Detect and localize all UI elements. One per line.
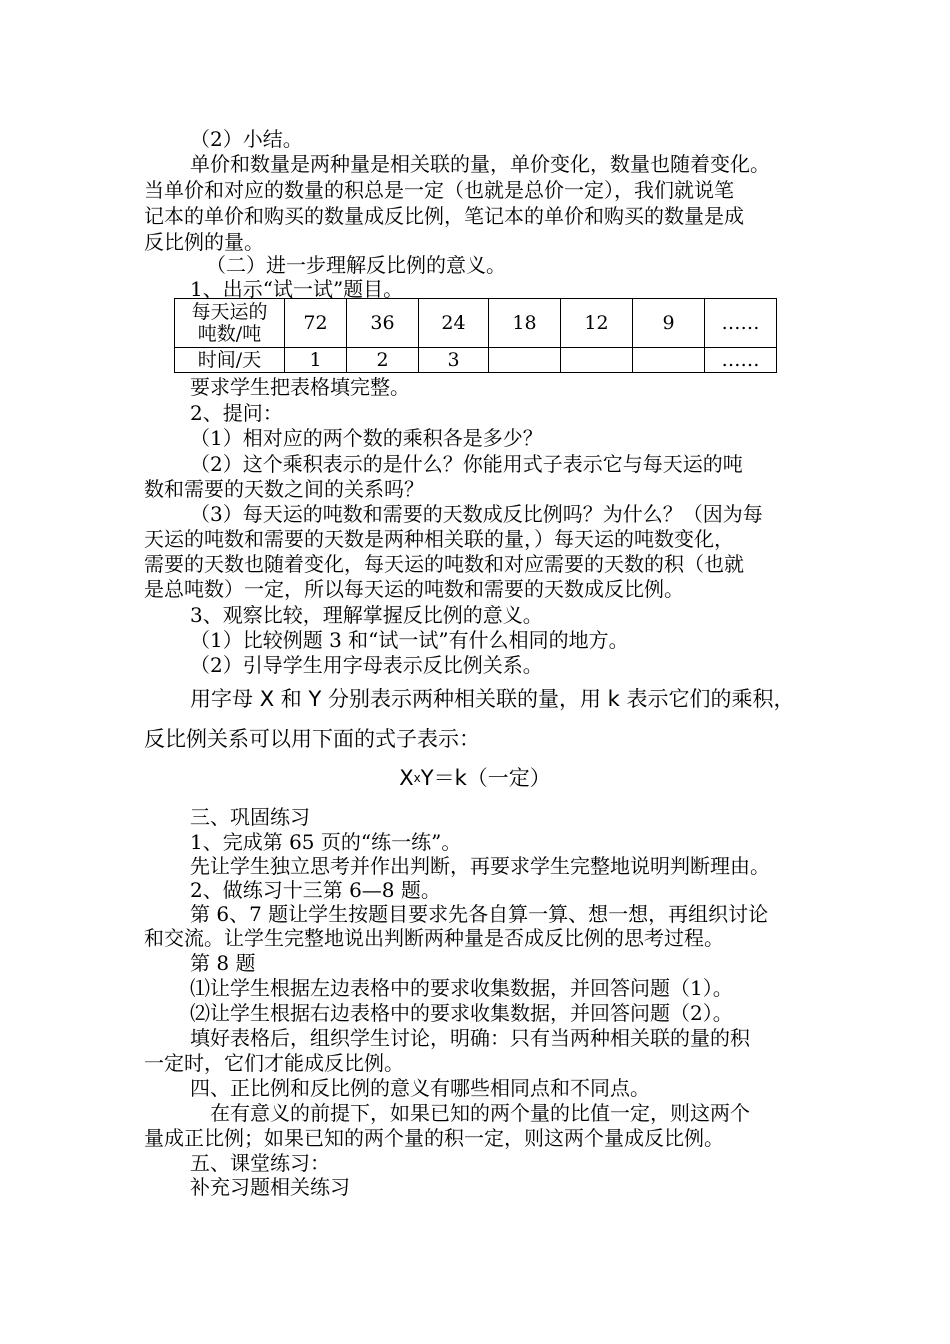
paragraph-line: 和交流。让学生完整地说出判断两种量是否成反比例的思考过程。 <box>144 926 724 950</box>
formula-times: x <box>413 771 421 785</box>
variable-k: k <box>607 687 620 711</box>
table-cell: 18 <box>489 299 561 348</box>
table-cell: 12 <box>561 299 633 348</box>
paragraph-line: 要求学生把表格填完整。 <box>190 375 410 399</box>
paragraph-line: 反比例的量。 <box>144 230 264 254</box>
paragraph-line: （1）比较例题 3 和“试一试”有什么相同的地方。 <box>190 628 629 652</box>
section-summary-heading: （2）小结。 <box>190 127 303 151</box>
transport-table <box>174 298 777 373</box>
paragraph-line: 在有意义的前提下，如果已知的两个量的比值一定，则这两个 <box>210 1101 750 1125</box>
table-header-cell <box>175 299 285 348</box>
paragraph-line: 先让学生独立思考并作出判断，再要求学生完整地说明判断理由。 <box>190 854 770 878</box>
paragraph-line: 第 6、7 题让学生按题目要求先各自算一算、想一想，再组织讨论 <box>190 902 769 926</box>
section-heading: 三、巩固练习 <box>190 805 310 829</box>
table-header-cell: 时间/天 <box>175 348 285 373</box>
section-heading: （二）进一步理解反比例的意义。 <box>206 253 506 277</box>
table-cell <box>489 348 561 373</box>
paragraph-line: ⑴让学生根据左边表格中的要求收集数据，并回答问题（1）。 <box>190 976 733 1000</box>
paragraph-line: 填好表格后，组织学生讨论，明确：只有当两种相关联的量的积 <box>190 1026 750 1050</box>
paragraph-line: 需要的天数也随着变化，每天运的吨数和对应需要的天数的积（也就 <box>144 552 744 576</box>
paragraph-line: 2、提问： <box>190 401 283 425</box>
text-run: 用字母 <box>190 687 260 711</box>
paragraph-line: 2、做练习十三第 6—8 题。 <box>190 878 441 902</box>
paragraph-line: ⑵让学生根据右边表格中的要求收集数据，并回答问题（2）。 <box>190 1001 733 1025</box>
table-cell: 36 <box>347 299 419 348</box>
variable-y: Y <box>308 687 322 711</box>
paragraph-line: 是总吨数）一定，所以每天运的吨数和需要的天数成反比例。 <box>144 577 684 601</box>
paragraph-line: （3）每天运的吨数和需要的天数成反比例吗？为什么？（因为每 <box>190 502 763 526</box>
section-heading: 五、课堂练习： <box>190 1151 330 1175</box>
paragraph-line: 天运的吨数和需要的天数是两种相关联的量，）每天运的吨数变化， <box>144 527 734 551</box>
paragraph-line: 第 8 题 <box>190 951 256 975</box>
variable-x: X <box>259 687 275 711</box>
text-run: 表示它们的乘积， <box>619 687 795 711</box>
paragraph-line: 当单价和对应的数量的积总是一定（也就是总价一定），我们就说笔 <box>144 178 734 202</box>
table-cell: 9 <box>633 299 705 348</box>
paragraph-line: 量成正比例；如果已知的两个量的积一定，则这两个量成反比例。 <box>144 1126 724 1150</box>
paragraph-line: （2）引导学生用字母表示反比例关系。 <box>190 653 543 677</box>
paragraph-line: 1、出示“试一试”题目。 <box>190 277 404 301</box>
table-cell: …… <box>705 299 777 348</box>
table-cell: 72 <box>285 299 347 348</box>
formula-x: X <box>399 766 414 790</box>
paragraph-line: 3、观察比较，理解掌握反比例的意义。 <box>190 603 543 627</box>
paragraph-line <box>190 685 890 713</box>
paragraph-line: （1）相对应的两个数的乘积各是多少？ <box>190 426 543 450</box>
paragraph-line: 数和需要的天数之间的关系吗？ <box>144 477 424 501</box>
paragraph-line: 记本的单价和购买的数量成反比例，笔记本的单价和购买的数量是成 <box>144 204 744 228</box>
table-cell: 24 <box>419 299 489 348</box>
header-line: 吨数/吨 <box>197 323 262 345</box>
text-run: 和 <box>274 687 309 711</box>
table-cell <box>633 348 705 373</box>
paragraph-line: 1、完成第 65 页的“练一练”。 <box>190 830 462 854</box>
header-line: 每天运的 <box>191 301 268 323</box>
text-run: 分别表示两种相关联的量，用 <box>321 687 608 711</box>
section-heading: 四、正比例和反比例的意义有哪些相同点和不同点。 <box>190 1076 650 1100</box>
table-cell: …… <box>705 348 777 373</box>
paragraph-line: 反比例关系可以用下面的式子表示： <box>144 727 480 751</box>
table-cell <box>561 348 633 373</box>
table-cell: 1 <box>285 348 347 373</box>
table-cell: 2 <box>347 348 419 373</box>
table-row <box>175 348 777 373</box>
table-row <box>175 299 777 348</box>
paragraph-line: 一定时，它们才能成反比例。 <box>144 1051 404 1075</box>
formula-rest: Y＝k <box>420 766 467 790</box>
paragraph-line: 补充习题相关练习 <box>190 1175 350 1199</box>
formula-note: （一定） <box>466 766 551 790</box>
table-cell: 3 <box>419 348 489 373</box>
paragraph-line: 单价和数量是两种量是相关联的量，单价变化，数量也随着变化。 <box>190 152 770 176</box>
inverse-proportion-formula <box>0 764 950 792</box>
paragraph-line: （2）这个乘积表示的是什么？你能用式子表示它与每天运的吨 <box>190 452 743 476</box>
